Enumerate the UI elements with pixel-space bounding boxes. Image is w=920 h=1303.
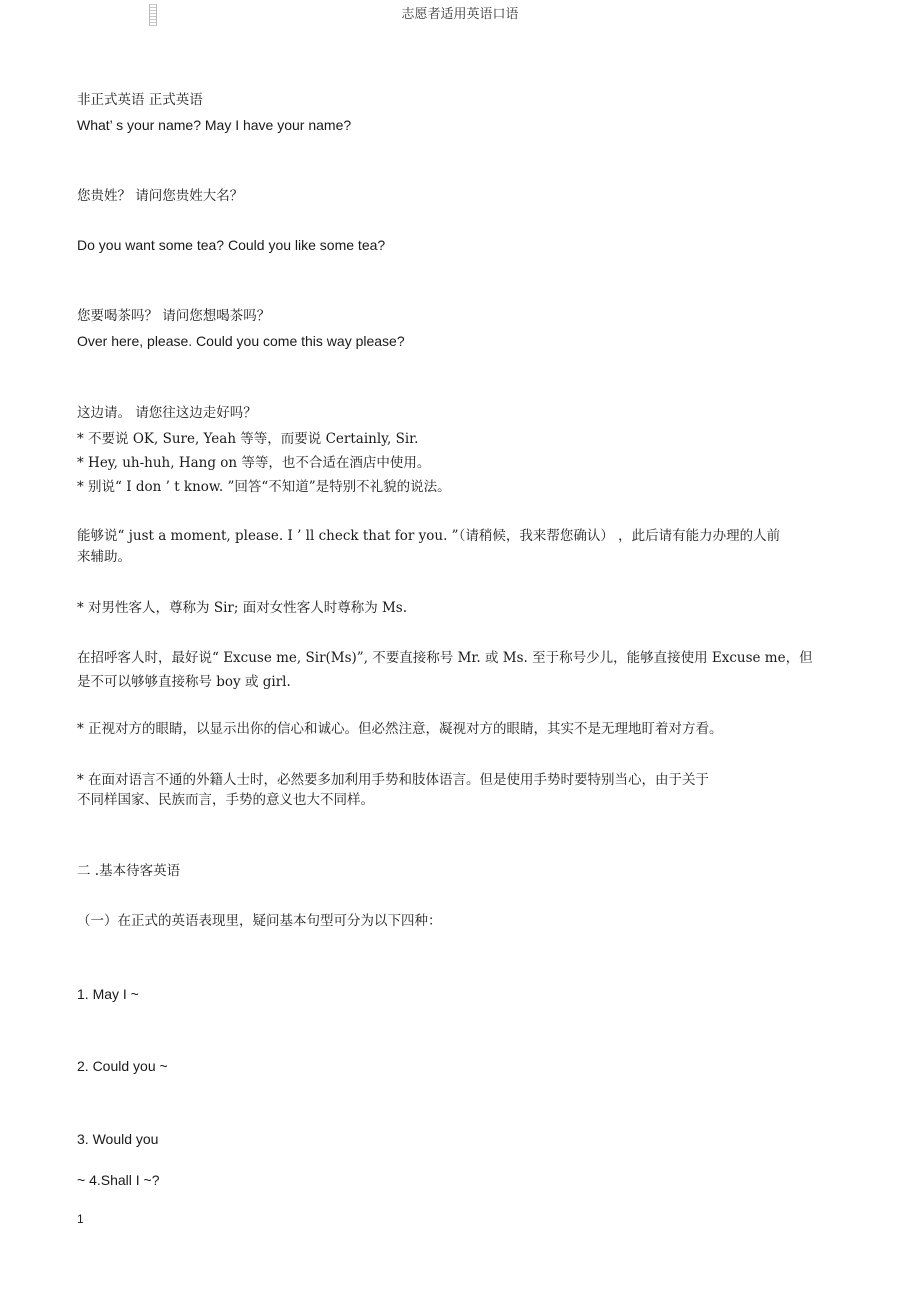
- text-line: 是不可以够够直接称号 boy 或 girl.: [77, 674, 291, 690]
- text-line: 您要喝茶吗？ 请问您想喝茶吗？: [77, 308, 271, 324]
- page-header-title: 志愿者适用英语口语: [401, 7, 519, 22]
- list-item: ~ 4.Shall I ~?: [77, 1172, 160, 1188]
- text-line: 来辅助。: [77, 549, 131, 565]
- text-line: 不同样国家、民族而言，手势的意义也大不同样。: [77, 792, 374, 808]
- text-line: Do you want some tea? Could you like some tea?: [77, 237, 386, 253]
- text-line: （一）在正式的英语表现里，疑问基本句型可分为以下四种：: [77, 913, 442, 929]
- list-item: 3. Would you: [77, 1131, 159, 1147]
- text-line: * 正视对方的眼睛，以显示出你的信心和诚心。但必然注意，凝视对方的眼睛，其实不是无理地盯着对方看。: [77, 721, 723, 737]
- list-item: 1. May I ~: [77, 986, 139, 1002]
- text-line: 您贵姓？ 请问您贵姓大名？: [77, 188, 244, 204]
- text-line: 非正式英语 正式英语: [77, 92, 203, 108]
- text-line: 这边请。 请您往这边走好吗？: [77, 405, 257, 421]
- text-line: What’ s your name? May I have your name?: [77, 117, 352, 133]
- text-line: Over here, please. Could you come this way please?: [77, 333, 405, 349]
- list-item: 2. Could you ~: [77, 1058, 168, 1074]
- text-line: * 别说“ I don ’ t know. ”回答“不知道”是特别不礼貌的说法。: [77, 479, 451, 495]
- text-line: * 不要说 OK, Sure, Yeah 等等，而要说 Certainly, Sir.: [77, 431, 419, 447]
- text-line: * 对男性客人，尊称为 Sir; 面对女性客人时尊称为 Ms.: [77, 600, 408, 616]
- page-number: 1: [77, 1212, 84, 1226]
- text-line: * 在面对语言不通的外籍人士时，必然要多加利用手势和肢体语言。但是使用手势时要特别当心，由于关于: [77, 772, 710, 788]
- text-line: 能够说“ just a moment, please. I ’ ll check that for you. ”（请稍候，我来帮您确认） ，此后请有能力办理的人前: [77, 528, 781, 544]
- text-line: 在招呼客人时，最好说“ Excuse me, Sir(Ms)”, 不要直接称号 Mr. 或 Ms. 至于称号少儿，能够直接使用 Excuse me，但: [77, 650, 813, 666]
- text-line: * Hey, uh-huh, Hang on 等等，也不合适在酒店中使用。: [77, 455, 431, 471]
- section-heading: 二 .基本待客英语: [77, 863, 181, 879]
